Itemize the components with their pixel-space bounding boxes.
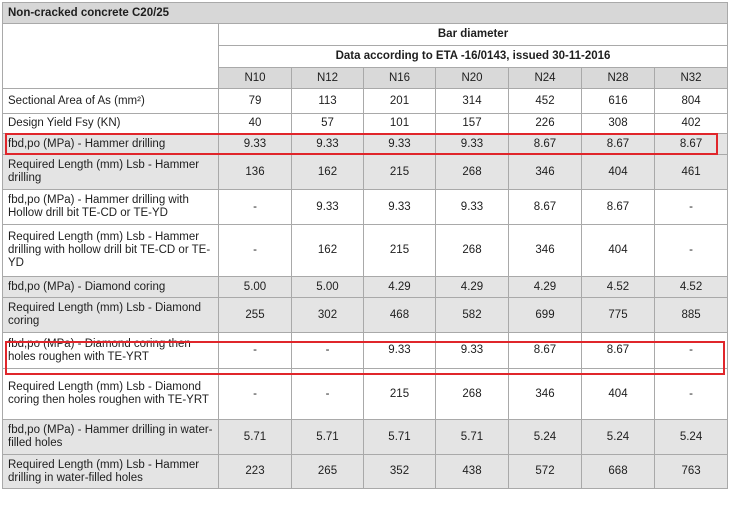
row-label: Required Length (mm) Lsb - Hammer drilling with hollow drill bit TE-CD or TE-YD: [3, 225, 219, 277]
table-cell: 885: [655, 298, 728, 333]
table-row: [3, 225, 728, 277]
table-cell: 4.29: [364, 277, 436, 298]
concrete-data-table-container: [2, 2, 727, 505]
row-label: Required Length (mm) Lsb - Diamond coring then holes roughen with TE-YRT: [3, 369, 219, 420]
table-cell: 346: [509, 155, 582, 190]
header-corner: [3, 24, 219, 89]
table-cell: 402: [655, 114, 728, 134]
bar-diameter-header: Bar diameter: [219, 24, 728, 46]
column-header-n32: N32: [655, 68, 728, 89]
header-row-group: [3, 24, 728, 46]
table-cell: 9.33: [292, 134, 364, 155]
table-cell: 582: [436, 298, 509, 333]
table-cell: 302: [292, 298, 364, 333]
table-cell: 226: [509, 114, 582, 134]
table-cell: 9.33: [364, 190, 436, 225]
table-cell: 346: [509, 369, 582, 420]
table-cell: -: [655, 333, 728, 369]
table-cell: 8.67: [655, 134, 728, 155]
table-cell: 268: [436, 225, 509, 277]
column-header-n12: N12: [292, 68, 364, 89]
table-cell: 223: [219, 455, 292, 489]
table-cell: 572: [509, 455, 582, 489]
table-cell: 113: [292, 89, 364, 114]
table-cell: 352: [364, 455, 436, 489]
table-cell: 404: [582, 155, 655, 190]
table-cell: 9.33: [436, 333, 509, 369]
row-label: fbd,po (MPa) - Hammer drilling with Hollow drill bit TE-CD or TE-YD: [3, 190, 219, 225]
table-cell: 79: [219, 89, 292, 114]
row-label: Required Length (mm) Lsb - Diamond coring: [3, 298, 219, 333]
table-cell: 5.24: [582, 420, 655, 455]
table-cell: 9.33: [219, 134, 292, 155]
table-cell: -: [219, 333, 292, 369]
table-cell: 668: [582, 455, 655, 489]
table-cell: 8.67: [509, 333, 582, 369]
table-cell: 8.67: [509, 190, 582, 225]
table-cell: 763: [655, 455, 728, 489]
table-cell: 4.29: [436, 277, 509, 298]
table-cell: 101: [364, 114, 436, 134]
row-label: fbd,po (MPa) - Diamond coring then holes roughen with TE-YRT: [3, 333, 219, 369]
table-cell: 162: [292, 155, 364, 190]
table-cell: 314: [436, 89, 509, 114]
table-cell: 346: [509, 225, 582, 277]
table-cell: 201: [364, 89, 436, 114]
table-cell: 404: [582, 369, 655, 420]
table-cell: 8.67: [582, 333, 655, 369]
table-cell: 5.71: [364, 420, 436, 455]
table-cell: 404: [582, 225, 655, 277]
table-cell: 268: [436, 369, 509, 420]
table-cell: 8.67: [582, 190, 655, 225]
column-header-n28: N28: [582, 68, 655, 89]
table-row: [3, 134, 728, 155]
table-cell: -: [292, 369, 364, 420]
table-cell: -: [655, 190, 728, 225]
table-row: [3, 277, 728, 298]
table-cell: 5.00: [292, 277, 364, 298]
table-cell: 268: [436, 155, 509, 190]
table-cell: -: [219, 369, 292, 420]
row-label: fbd,po (MPa) - Hammer drilling: [3, 134, 219, 155]
table-cell: 215: [364, 155, 436, 190]
table-cell: 157: [436, 114, 509, 134]
table-cell: 5.71: [436, 420, 509, 455]
table-cell: 57: [292, 114, 364, 134]
table-cell: 452: [509, 89, 582, 114]
table-row: [3, 89, 728, 114]
table-cell: -: [219, 225, 292, 277]
column-header-n24: N24: [509, 68, 582, 89]
bond-strength-table: [2, 2, 728, 489]
table-cell: -: [655, 225, 728, 277]
title-row: [3, 3, 728, 24]
table-row: [3, 369, 728, 420]
table-cell: 308: [582, 114, 655, 134]
table-cell: 616: [582, 89, 655, 114]
table-cell: 215: [364, 225, 436, 277]
table-row: [3, 190, 728, 225]
table-cell: 255: [219, 298, 292, 333]
table-cell: 8.67: [582, 134, 655, 155]
table-cell: 9.33: [364, 134, 436, 155]
table-cell: 40: [219, 114, 292, 134]
table-row: [3, 155, 728, 190]
table-cell: 461: [655, 155, 728, 190]
table-cell: 468: [364, 298, 436, 333]
row-label: fbd,po (MPa) - Diamond coring: [3, 277, 219, 298]
table-cell: 9.33: [436, 190, 509, 225]
table-row: [3, 455, 728, 489]
table-cell: -: [292, 333, 364, 369]
table-row: [3, 298, 728, 333]
row-label: fbd,po (MPa) - Hammer drilling in water-filled holes: [3, 420, 219, 455]
table-cell: -: [219, 190, 292, 225]
table-row: [3, 333, 728, 369]
eta-source-header: Data according to ETA -16/0143, issued 30-11-2016: [219, 46, 728, 68]
table-cell: 5.71: [292, 420, 364, 455]
row-label: Required Length (mm) Lsb - Hammer drilling in water-filled holes: [3, 455, 219, 489]
table-cell: 162: [292, 225, 364, 277]
table-body: [3, 3, 728, 489]
column-header-n20: N20: [436, 68, 509, 89]
table-cell: 5.24: [509, 420, 582, 455]
table-cell: 699: [509, 298, 582, 333]
table-cell: 5.00: [219, 277, 292, 298]
table-cell: 775: [582, 298, 655, 333]
table-cell: 804: [655, 89, 728, 114]
table-cell: 4.52: [655, 277, 728, 298]
table-row: [3, 420, 728, 455]
table-cell: 4.52: [582, 277, 655, 298]
table-cell: 265: [292, 455, 364, 489]
table-title: Non-cracked concrete C20/25: [3, 3, 728, 24]
table-cell: 136: [219, 155, 292, 190]
table-cell: 438: [436, 455, 509, 489]
table-cell: 4.29: [509, 277, 582, 298]
table-cell: 9.33: [436, 134, 509, 155]
row-label: Sectional Area of As (mm²): [3, 89, 219, 114]
table-cell: 8.67: [509, 134, 582, 155]
row-label: Design Yield Fsy (KN): [3, 114, 219, 134]
table-cell: 5.71: [219, 420, 292, 455]
table-cell: 215: [364, 369, 436, 420]
table-cell: -: [655, 369, 728, 420]
table-row: [3, 114, 728, 134]
table-cell: 9.33: [292, 190, 364, 225]
table-cell: 9.33: [364, 333, 436, 369]
table-cell: 5.24: [655, 420, 728, 455]
column-header-n16: N16: [364, 68, 436, 89]
column-header-n10: N10: [219, 68, 292, 89]
row-label: Required Length (mm) Lsb - Hammer drilling: [3, 155, 219, 190]
